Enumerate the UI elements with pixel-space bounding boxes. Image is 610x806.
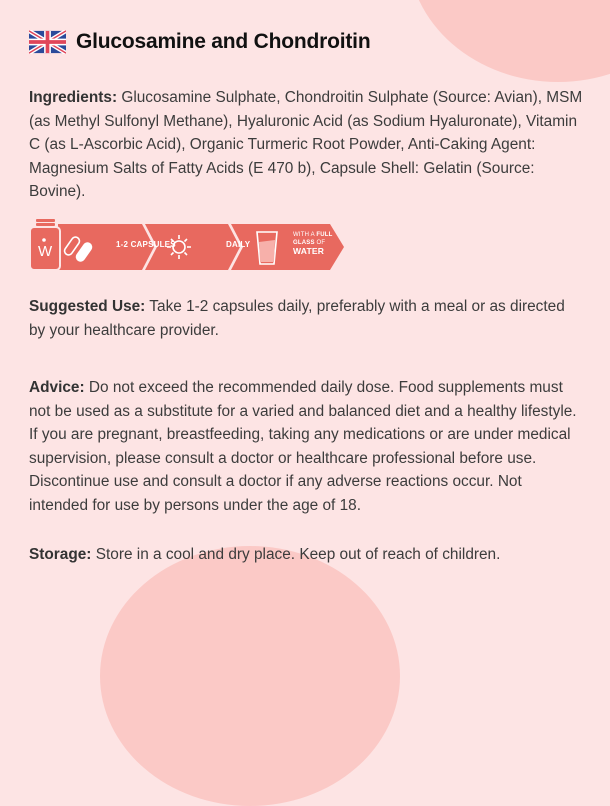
suggested-use-text: Take 1-2 capsules daily, preferably with a meal or as directed by your healthcare provider. (29, 298, 565, 339)
svg-text:W: W (38, 243, 53, 260)
water-label-part: WITH A (293, 232, 317, 238)
advice-section (29, 376, 584, 517)
advice-text: Do not exceed the recommended daily dose. Food supplements must not be used as a substitute for a varied and balanced diet and a healthy lifestyle. If you are pregnant, breastfeeding, taking any medications or are under medical supervision, please consult a doctor or healthcare professional before use. Discontinue use and consult a doctor if any adverse reactions occur. Not intended for use by persons under the age of 18. (29, 379, 577, 514)
dosage-banner (28, 216, 344, 270)
decorative-circle-bottom (100, 546, 400, 806)
water-label-part: GLASS (293, 240, 315, 246)
water-label (293, 231, 343, 257)
ingredients-section (29, 86, 584, 204)
water-label-part: OF (314, 240, 326, 246)
product-title: Glucosamine and Chondroitin (76, 30, 371, 53)
storage-section (29, 543, 519, 567)
storage-text: Store in a cool and dry place. Keep out of reach of children. (91, 546, 501, 563)
decorative-circle-top-right (408, 0, 610, 82)
suggested-use-label: Suggested Use: (29, 298, 146, 315)
daily-label: DAILY (226, 240, 251, 249)
capsules-label: 1-2 CAPSULES (116, 240, 176, 249)
title-row (29, 30, 370, 54)
water-label-part: WATER (293, 246, 325, 256)
water-label-part: FULL (316, 232, 333, 238)
advice-label: Advice: (29, 379, 85, 396)
storage-label: Storage: (29, 546, 92, 563)
suggested-use-section (29, 295, 584, 342)
ingredients-label: Ingredients: (29, 89, 118, 106)
ingredients-text: Glucosamine Sulphate, Chondroitin Sulphate (Source: Avian), MSM (as Methyl Sulfonyl Methane), Hyaluronic Acid (as Sodium Hyaluronate), Vitamin C (as L-Ascorbic Acid), Organic Turmeric Root Powder, Anti-Caking Agent: Magnesium Salts of Fatty Acids (E 470 b), Capsule Shell: Gelatin (Source: Bovine). (29, 89, 583, 200)
uk-flag-icon (29, 30, 66, 54)
